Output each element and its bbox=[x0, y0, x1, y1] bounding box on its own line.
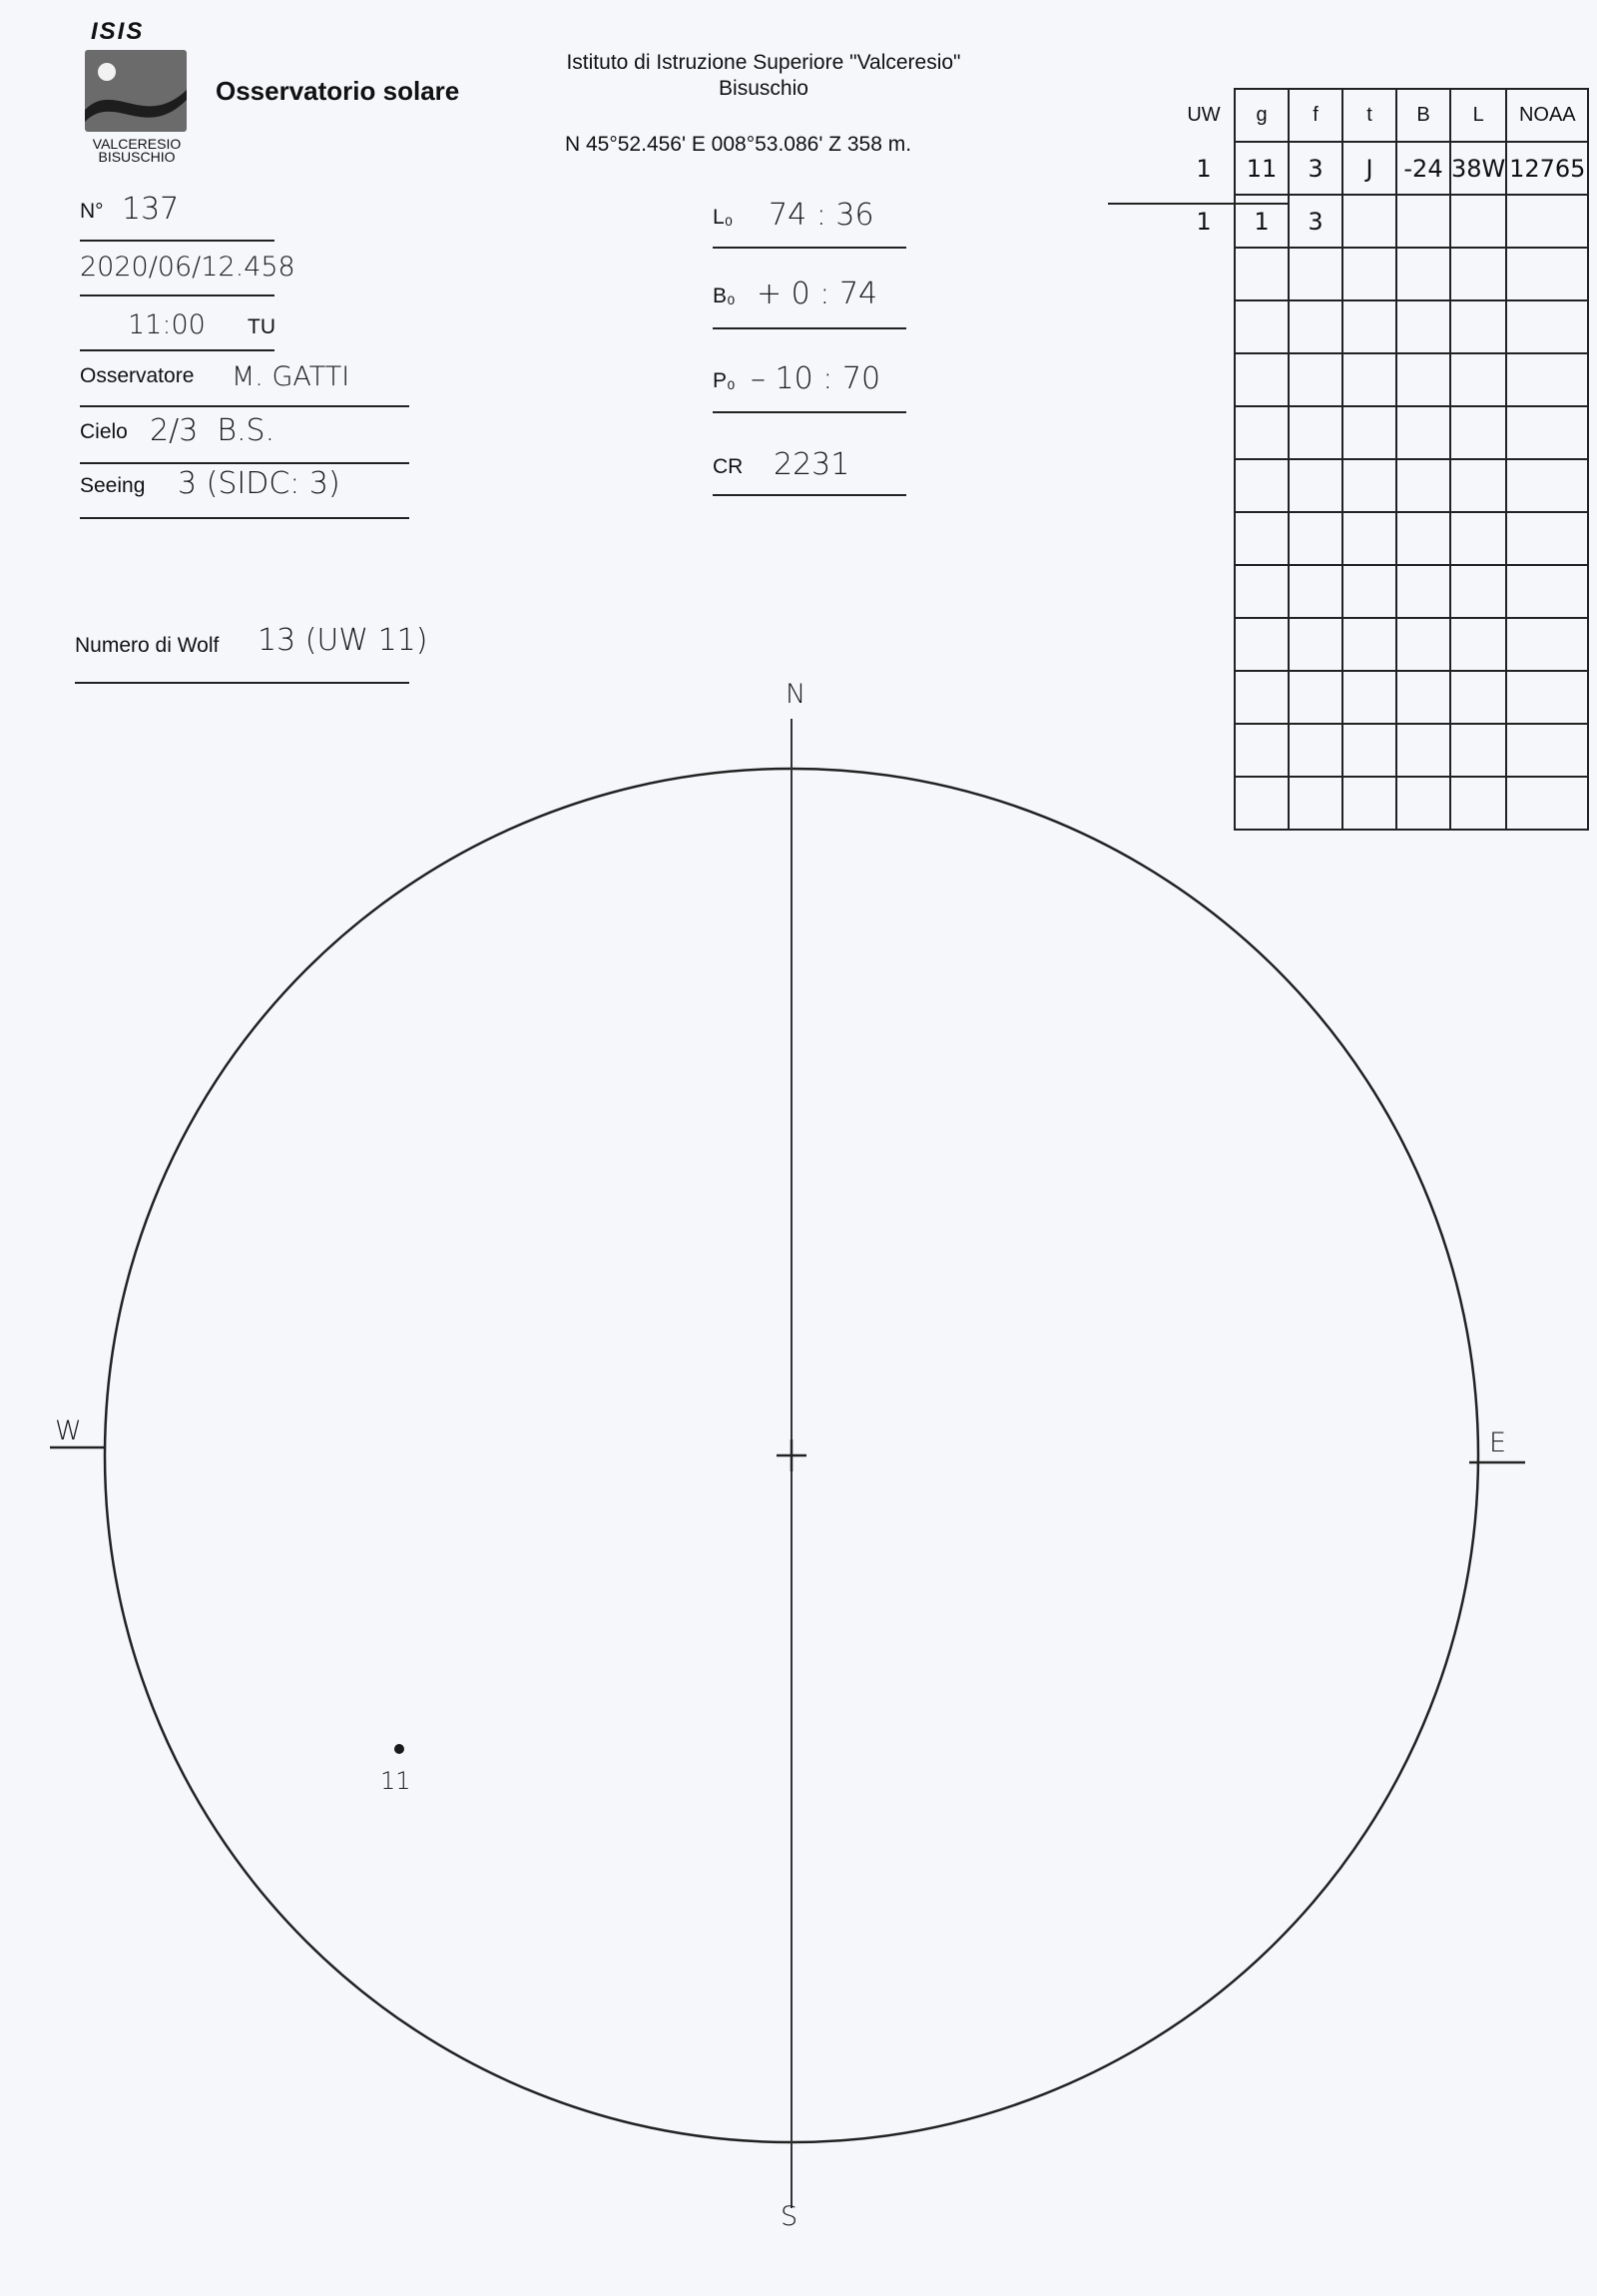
b0-label: B₀ bbox=[713, 285, 736, 307]
sky-underline bbox=[80, 462, 409, 464]
table-total-divider bbox=[1108, 203, 1288, 205]
observer-value: M. GATTI bbox=[232, 361, 350, 392]
cell-empty bbox=[1342, 459, 1396, 512]
observer-label: Osservatore bbox=[80, 364, 195, 387]
p0-label: P₀ bbox=[713, 369, 736, 392]
number-underline bbox=[80, 240, 274, 242]
cell-t bbox=[1342, 195, 1396, 248]
p0-underline bbox=[713, 411, 906, 413]
cell-f: 3 bbox=[1289, 195, 1342, 248]
cell-empty bbox=[1289, 248, 1342, 300]
cr-underline bbox=[713, 494, 906, 496]
time-value: 11:00 bbox=[128, 309, 206, 340]
cell-empty bbox=[1450, 353, 1506, 406]
table-row-empty bbox=[1174, 300, 1588, 353]
time-unit: TU bbox=[248, 315, 275, 338]
institute-name: Istituto di Istruzione Superiore "Valceresio" bbox=[566, 51, 961, 74]
sky-label: Cielo bbox=[80, 420, 128, 443]
cell-empty bbox=[1342, 512, 1396, 565]
cell-empty bbox=[1235, 248, 1289, 300]
date-underline bbox=[80, 294, 274, 296]
time-underline bbox=[80, 349, 274, 351]
institute-header bbox=[499, 50, 1028, 102]
cell-empty bbox=[1450, 459, 1506, 512]
seeing-underline bbox=[80, 517, 409, 519]
cell-empty bbox=[1289, 565, 1342, 618]
cell-empty bbox=[1450, 248, 1506, 300]
cell-empty bbox=[1396, 406, 1450, 459]
l0-value: 74 : 36 bbox=[769, 198, 874, 233]
cell-g: 11 bbox=[1235, 142, 1289, 195]
cr-value: 2231 bbox=[774, 447, 850, 482]
cell-empty bbox=[1174, 512, 1235, 565]
logo-brand: ISIS bbox=[91, 18, 145, 45]
observer-underline bbox=[80, 405, 409, 407]
cell-empty bbox=[1174, 406, 1235, 459]
cell-empty bbox=[1450, 300, 1506, 353]
table-row-empty bbox=[1174, 459, 1588, 512]
cell-empty bbox=[1506, 406, 1588, 459]
cell-empty bbox=[1342, 565, 1396, 618]
west-label: W bbox=[55, 1416, 82, 1446]
cell-uw: 1 bbox=[1196, 154, 1212, 183]
cell-empty bbox=[1289, 300, 1342, 353]
cell-empty bbox=[1450, 512, 1506, 565]
cell-empty bbox=[1506, 248, 1588, 300]
cell-empty bbox=[1174, 248, 1235, 300]
number-label: N° bbox=[80, 200, 104, 223]
table-row-empty bbox=[1174, 565, 1588, 618]
south-label: S bbox=[781, 2201, 798, 2232]
institute-town: Bisuschio bbox=[719, 77, 808, 100]
cell-empty bbox=[1235, 300, 1289, 353]
cell-empty bbox=[1506, 512, 1588, 565]
header-b: B bbox=[1396, 89, 1450, 142]
header-l: L bbox=[1450, 89, 1506, 142]
cell-empty bbox=[1342, 300, 1396, 353]
cell-uw: 1 bbox=[1196, 207, 1212, 236]
cell-l bbox=[1450, 195, 1506, 248]
cell-t: J bbox=[1342, 142, 1396, 195]
l0-underline bbox=[713, 247, 906, 249]
table-row-empty bbox=[1174, 406, 1588, 459]
cell-empty bbox=[1235, 406, 1289, 459]
cell-empty bbox=[1396, 353, 1450, 406]
isis-logo bbox=[85, 18, 195, 165]
wolf-value: 13 (UW 11) bbox=[258, 623, 428, 658]
table-row bbox=[1174, 142, 1588, 195]
table-row-empty bbox=[1174, 353, 1588, 406]
cell-empty bbox=[1235, 459, 1289, 512]
cell-g: 1 bbox=[1235, 195, 1289, 248]
north-label: N bbox=[786, 679, 806, 710]
cell-empty bbox=[1396, 248, 1450, 300]
table-header-row bbox=[1174, 89, 1588, 142]
sunspot-group-marker bbox=[394, 1744, 404, 1754]
seeing-label: Seeing bbox=[80, 474, 146, 497]
cell-empty bbox=[1396, 565, 1450, 618]
wolf-label: Numero di Wolf bbox=[75, 634, 220, 657]
table-row-empty bbox=[1174, 512, 1588, 565]
date-value: 2020/06/12.458 bbox=[80, 252, 295, 283]
cell-noaa: 12765 bbox=[1506, 142, 1588, 195]
header-g: g bbox=[1235, 89, 1289, 142]
cell-empty bbox=[1450, 406, 1506, 459]
page-title: Osservatorio solare bbox=[216, 76, 460, 106]
cell-empty bbox=[1506, 300, 1588, 353]
logo-emblem bbox=[85, 50, 187, 132]
cell-empty bbox=[1174, 565, 1235, 618]
cell-empty bbox=[1342, 406, 1396, 459]
cell-empty bbox=[1396, 459, 1450, 512]
logo-subtitle: VALCERESIO BISUSCHIO bbox=[92, 136, 182, 165]
number-value: 137 bbox=[122, 192, 180, 227]
cell-empty bbox=[1235, 565, 1289, 618]
cell-empty bbox=[1235, 512, 1289, 565]
cell-empty bbox=[1235, 353, 1289, 406]
cell-empty bbox=[1506, 565, 1588, 618]
cell-b bbox=[1396, 195, 1450, 248]
header-t: t bbox=[1342, 89, 1396, 142]
cell-empty bbox=[1289, 459, 1342, 512]
b0-value: + 0 : 74 bbox=[757, 277, 878, 311]
cell-l: 38W bbox=[1450, 142, 1506, 195]
header-uw: UW bbox=[1187, 104, 1221, 126]
cell-empty bbox=[1174, 300, 1235, 353]
cell-empty bbox=[1396, 512, 1450, 565]
cell-empty bbox=[1174, 353, 1235, 406]
cell-empty bbox=[1342, 248, 1396, 300]
solar-disk-drawing bbox=[0, 649, 1597, 2246]
cell-empty bbox=[1396, 300, 1450, 353]
observatory-coords: N 45°52.456' E 008°53.086' Z 358 m. bbox=[565, 133, 912, 156]
l0-label: L₀ bbox=[713, 206, 734, 229]
cell-f: 3 bbox=[1289, 142, 1342, 195]
cell-noaa bbox=[1506, 195, 1588, 248]
sunspot-label: 11 bbox=[380, 1767, 411, 1795]
table-row-empty bbox=[1174, 248, 1588, 300]
b0-underline bbox=[713, 327, 906, 329]
cell-empty bbox=[1342, 353, 1396, 406]
seeing-value: 3 (SIDC: 3) bbox=[178, 466, 340, 501]
cell-b: -24 bbox=[1396, 142, 1450, 195]
header-noaa: NOAA bbox=[1506, 89, 1588, 142]
cell-empty bbox=[1450, 565, 1506, 618]
header-f: f bbox=[1289, 89, 1342, 142]
cr-label: CR bbox=[713, 455, 744, 478]
cell-empty bbox=[1289, 512, 1342, 565]
cell-empty bbox=[1289, 406, 1342, 459]
cell-empty bbox=[1289, 353, 1342, 406]
cell-empty bbox=[1174, 459, 1235, 512]
p0-value: – 10 : 70 bbox=[751, 361, 881, 396]
cell-empty bbox=[1506, 459, 1588, 512]
cell-empty bbox=[1506, 353, 1588, 406]
east-label: E bbox=[1489, 1428, 1507, 1458]
sky-value: 2/3 B.S. bbox=[150, 413, 275, 448]
